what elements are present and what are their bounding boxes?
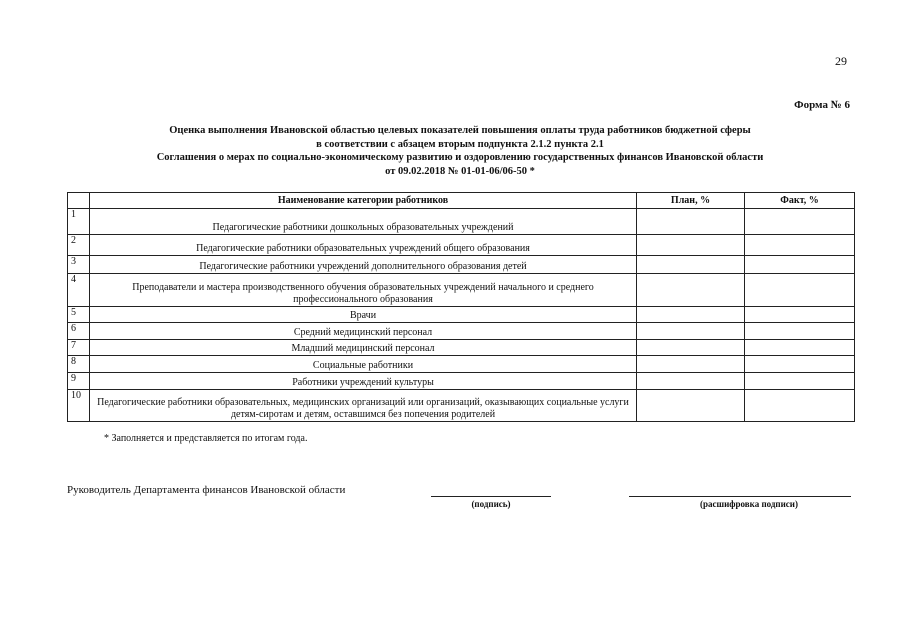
- fact-cell[interactable]: [745, 373, 855, 390]
- category-name: Педагогические работники дошкольных образовательных учреждений: [90, 209, 637, 235]
- decoding-caption: (расшифровка подписи): [700, 499, 798, 509]
- title-line-1: Оценка выполнения Ивановской областью целевых показателей повышения оплаты труда работников бюджетной сферы: [169, 125, 751, 136]
- row-number: 8: [68, 356, 90, 373]
- plan-cell[interactable]: [637, 356, 745, 373]
- title-line-3: Соглашения о мерах по социально-экономическому развитию и оздоровлению государственных финансов Ивановской области: [156, 152, 764, 163]
- form-label: Форма № 6: [794, 99, 850, 111]
- plan-cell[interactable]: [637, 390, 745, 422]
- signature-caption: (подпись): [471, 499, 511, 509]
- title-line-4: от 09.02.2018 № 01-01-06/06-50 *: [385, 165, 535, 177]
- document-title: [60, 124, 860, 178]
- category-name: Средний медицинский персонал: [90, 323, 637, 340]
- plan-cell[interactable]: [637, 340, 745, 356]
- fact-cell[interactable]: [745, 323, 855, 340]
- header-fact: Факт, %: [745, 193, 855, 209]
- header-category-name: Наименование категории работников: [90, 193, 637, 209]
- plan-cell[interactable]: [637, 256, 745, 274]
- category-name: Врачи: [90, 307, 637, 323]
- title-line-2: в соответствии с абзацем вторым подпункта 2.1.2 пункта 2.1: [316, 138, 604, 150]
- fact-cell[interactable]: [745, 256, 855, 274]
- head-title: Руководитель Департамента финансов Ивановской области: [67, 484, 346, 496]
- row-number: 6: [68, 323, 90, 340]
- signature-area: [67, 484, 867, 514]
- category-name: Педагогические работники учреждений дополнительного образования детей: [90, 256, 637, 274]
- plan-cell[interactable]: [637, 235, 745, 256]
- category-name: Педагогические работники образовательных учреждений общего образования: [90, 235, 637, 256]
- fact-cell[interactable]: [745, 356, 855, 373]
- table-row: [68, 274, 855, 307]
- table-row: [68, 340, 855, 356]
- table-row: [68, 256, 855, 274]
- table-row: [68, 235, 855, 256]
- fact-cell[interactable]: [745, 274, 855, 307]
- category-name: Работники учреждений культуры: [90, 373, 637, 390]
- category-name: Социальные работники: [90, 356, 637, 373]
- header-num: [68, 193, 90, 209]
- header-plan: План, %: [637, 193, 745, 209]
- row-number: 10: [68, 390, 90, 422]
- table-row: [68, 390, 855, 422]
- row-number: 7: [68, 340, 90, 356]
- indicators-table: [67, 192, 855, 422]
- row-number: 9: [68, 373, 90, 390]
- plan-cell[interactable]: [637, 323, 745, 340]
- signature-line[interactable]: [431, 496, 551, 497]
- row-number: 1: [68, 209, 90, 235]
- page-number: 29: [835, 54, 847, 68]
- table-row: [68, 307, 855, 323]
- table-header-row: [68, 193, 855, 209]
- footnote: * Заполняется и представляется по итогам года.: [104, 433, 308, 444]
- plan-cell[interactable]: [637, 209, 745, 235]
- table-row: [68, 209, 855, 235]
- fact-cell[interactable]: [745, 307, 855, 323]
- fact-cell[interactable]: [745, 340, 855, 356]
- row-number: 4: [68, 274, 90, 307]
- fact-cell[interactable]: [745, 235, 855, 256]
- plan-cell[interactable]: [637, 307, 745, 323]
- plan-cell[interactable]: [637, 274, 745, 307]
- row-number: 2: [68, 235, 90, 256]
- category-name: Педагогические работники образовательных, медицинских организаций или организаций, оказывающих социальные услуги детям-сиротам и детям, оставшимся без попечения родителей: [90, 390, 637, 422]
- decoding-line[interactable]: [629, 496, 851, 497]
- table-row: [68, 323, 855, 340]
- table-row: [68, 373, 855, 390]
- plan-cell[interactable]: [637, 373, 745, 390]
- row-number: 3: [68, 256, 90, 274]
- fact-cell[interactable]: [745, 390, 855, 422]
- row-number: 5: [68, 307, 90, 323]
- category-name: Младший медицинский персонал: [90, 340, 637, 356]
- table-row: [68, 356, 855, 373]
- category-name: Преподаватели и мастера производственного обучения образовательных учреждений начального и среднего профессионального образования: [90, 274, 637, 307]
- fact-cell[interactable]: [745, 209, 855, 235]
